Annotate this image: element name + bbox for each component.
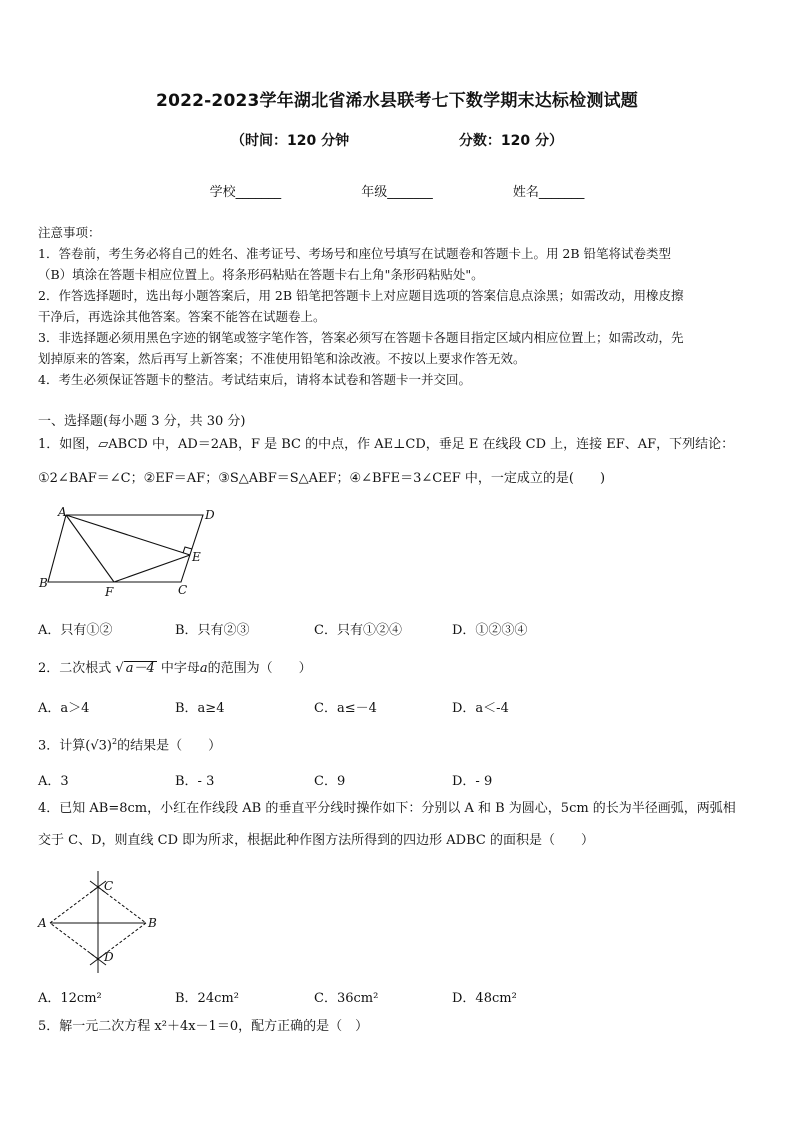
option-b[interactable]: B．只有②③ <box>175 623 250 638</box>
label-b: B <box>39 576 48 590</box>
label-a: A <box>58 505 67 519</box>
note-line: 2．作答选择题时，选出每小题答案后，用 2B 铅笔把答题卡上对应题目选项的答案信息点涂黑；如需改动，用橡皮擦 <box>38 288 684 303</box>
q2-suffix: 中字母 <box>160 661 200 676</box>
label-e: E <box>192 550 201 564</box>
option-d[interactable]: D．48cm² <box>452 991 517 1006</box>
option-c[interactable]: C．36cm² <box>314 991 379 1006</box>
q3-expr: (√3) <box>85 738 112 754</box>
segment-af <box>66 515 114 582</box>
question-5: 5．解一元二次方程 x²＋4x－1＝0，配方正确的是（ ） <box>38 1019 369 1034</box>
option-c[interactable]: C．a≤－4 <box>314 701 377 716</box>
q2-var: a <box>199 661 208 676</box>
time-label: （时间：120 分钟 <box>231 133 350 149</box>
option-d[interactable]: D．①②③④ <box>452 623 528 638</box>
question-1-line2: ①2∠BAF＝∠C；②EF＝AF；③S△ABF＝S△AEF；④∠BFE＝3∠CEF 中，一定成立的是( ) <box>38 471 606 486</box>
q3-exponent: 2 <box>111 737 118 746</box>
perpendicular-bisector-figure <box>36 865 166 977</box>
grade-field: 年级_______ <box>361 185 433 200</box>
q2-tail: 的范围为（ ） <box>207 661 312 676</box>
option-c[interactable]: C．只有①②④ <box>314 623 402 638</box>
student-info <box>0 181 794 200</box>
q3-prefix: 3．计算 <box>38 738 86 754</box>
option-d[interactable]: D．- 9 <box>452 774 493 789</box>
label-d: D <box>104 950 114 964</box>
q3-tail: 的结果是（ ） <box>117 738 222 754</box>
label-a: A <box>38 916 47 930</box>
option-b[interactable]: B．a≥4 <box>175 701 225 716</box>
question-2: 2．二次根式 √ a－4 中字母a的范围为（ ） <box>38 661 312 676</box>
question-4-line2: 交于 C、D，则直线 CD 即为所求，根据此种作图方法所得到的四边形 ADBC 的面积是（ ） <box>38 833 594 848</box>
q2-radicand: a－4 <box>125 661 155 676</box>
section-heading: 一、选择题(每小题 3 分，共 30 分) <box>38 414 246 429</box>
name-field: 姓名_______ <box>512 185 585 200</box>
question-4-line1: 4．已知 AB=8cm，小红在作线段 AB 的垂直平分线时操作如下：分别以 A 和 B 为圆心，5cm 的长为半径画弧，两弧相 <box>38 801 736 816</box>
option-d[interactable]: D．a＜-4 <box>452 701 509 716</box>
segment-ae <box>66 515 190 555</box>
note-line: （B）填涂在答题卡相应位置上。将条形码粘贴在答题卡右上角"条形码粘贴处"。 <box>38 267 484 282</box>
option-b[interactable]: B．- 3 <box>175 774 215 789</box>
note-line: 1．答卷前，考生务必将自己的姓名、准考证号、考场号和座位号填写在试题卷和答题卡上。用 2B 铅笔将试卷类型 <box>38 246 672 261</box>
note-line: 干净后，再选涂其他答案。答案不能答在试题卷上。 <box>38 309 326 324</box>
note-line: 划掉原来的答案，然后再写上新答案；不准使用铅笔和涂改液。不按以上要求作答无效。 <box>38 351 526 366</box>
option-a[interactable]: A．12cm² <box>38 991 102 1006</box>
parallelogram-abcd <box>48 515 203 582</box>
option-a[interactable]: A．a＞4 <box>38 701 90 716</box>
q2-prefix: 2．二次根式 <box>38 661 112 676</box>
segment-ef <box>114 555 190 582</box>
score-label: 分数：120 分） <box>458 133 563 149</box>
notes-heading: 注意事项： <box>38 225 101 240</box>
page-title: 2022-2023学年湖北省浠水县联考七下数学期末达标检测试题 <box>156 91 638 111</box>
label-b: B <box>148 916 157 930</box>
label-d: D <box>205 508 215 522</box>
question-1-line1: 1．如图，▱ABCD 中，AD＝2AB，F 是 BC 的中点，作 AE⊥CD，垂足 E 在线段 CD 上，连接 EF、AF，下列结论： <box>38 437 735 452</box>
option-a[interactable]: A．只有①② <box>38 623 113 638</box>
school-field: 学校_______ <box>209 185 282 200</box>
label-c: C <box>104 879 114 893</box>
option-b[interactable]: B．24cm² <box>175 991 239 1006</box>
note-line: 3．非选择题必须用黑色字迹的钢笔或签字笔作答，答案必须写在答题卡各题目指定区域内相应位置上；如需改动，先 <box>38 330 684 345</box>
question-3 <box>38 731 760 757</box>
note-line: 4．考生必须保证答题卡的整洁。考试结束后，请将本试卷和答题卡一并交回。 <box>38 372 471 387</box>
label-f: F <box>105 585 114 599</box>
label-c: C <box>178 583 188 597</box>
option-c[interactable]: C．9 <box>314 774 346 789</box>
notes-block <box>38 222 760 390</box>
option-a[interactable]: A．3 <box>38 774 69 789</box>
parallelogram-figure <box>38 505 228 600</box>
exam-subtitle <box>0 130 794 150</box>
